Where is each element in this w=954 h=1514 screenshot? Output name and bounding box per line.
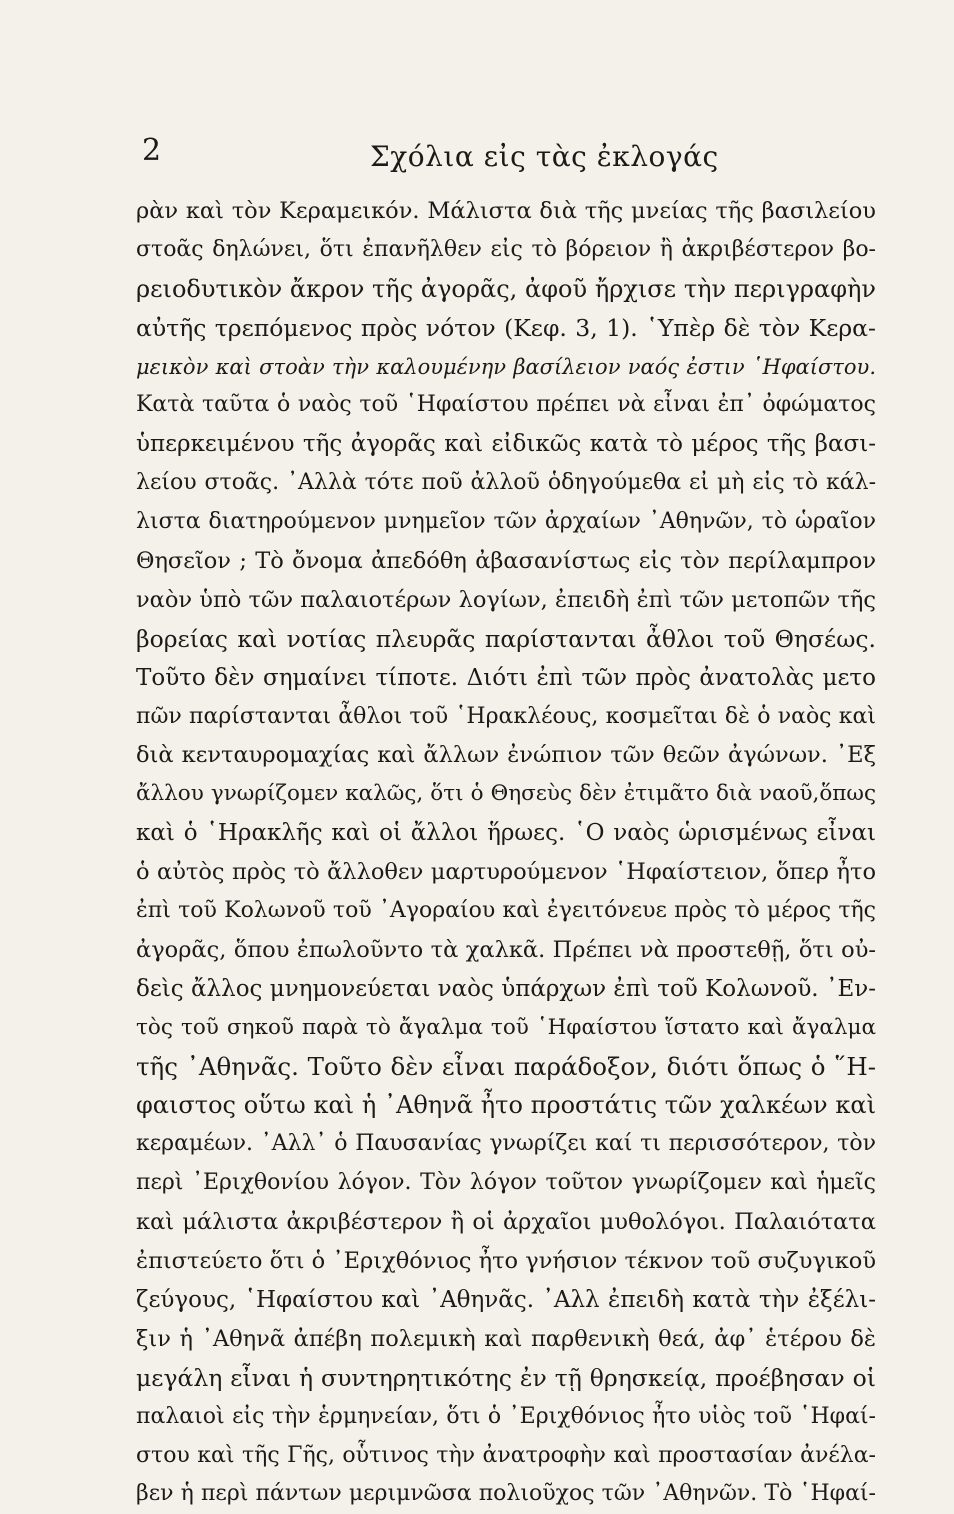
- text-line: ναὸν ὑπὸ τῶν παλαιοτέρων λογίων, ἐπειδὴ ἐπὶ τῶν μετοπῶν τῆς: [136, 586, 876, 613]
- text-line: ρὰν καὶ τὸν Κεραμεικόν. Μάλιστα διὰ τῆς μνείας τῆς βασιλείου: [136, 198, 876, 224]
- page-header: [0, 128, 954, 176]
- text-line: ὁ αὐτὸς πρὸς τὸ ἄλλοθεν μαρτυρούμενον ῾Ηφαίστειον, ὅπερ ἦτο: [136, 859, 876, 886]
- text-line: Θησεῖον ; Τὸ ὄνομα ἀπεδόθη ἀβασανίστως εἰς τὸν περίλαμπρον: [136, 548, 876, 575]
- text-line: ἐπιστεύετο ὅτι ὁ ᾿Εριχθόνιος ἦτο γνήσιον τέκνον τοῦ συζυγικοῦ: [136, 1248, 876, 1275]
- text-line: καὶ ὁ ῾Ηρακλῆς καὶ οἱ ἄλλοι ἥρωες. ῾Ο ναὸς ὡρισμένως εἶναι: [136, 820, 876, 847]
- body-text: [136, 192, 876, 1514]
- text-line: καὶ μάλιστα ἀκριβέστερον ἢ οἱ ἀρχαῖοι μυθολόγοι. Παλαιότατα: [136, 1209, 876, 1236]
- text-line: στοᾶς δηλώνει, ὅτι ἐπανῆλθεν εἰς τὸ βόρειον ἢ ἀκριβέστερον βο-: [136, 236, 876, 262]
- text-line-quotation: μεικὸν καὶ στοὰν τὴν καλουμένην βασίλειον ναός ἐστιν ῾Ηφαίστου.: [136, 354, 876, 379]
- text-line: αὐτῆς τρεπόμενος πρὸς νότον (Κεφ. 3, 1). ῾Υπὲρ δὲ τὸν Κερα-: [136, 313, 876, 342]
- text-line: ἀγορᾶς, ὅπου ἐπωλοῦντο τὰ χαλκᾶ. Πρέπει νὰ προστεθῇ, ὅτι οὐ-: [136, 936, 876, 963]
- text-line: περὶ ᾿Εριχθονίου λόγον. Τὸν λόγον τοῦτον γνωρίζομεν καὶ ἡμεῖς: [136, 1170, 876, 1196]
- text-line: λιστα διατηρούμενον μνημεῖον τῶν ἀρχαίων ᾿Αθηνῶν, τὸ ὡραῖον: [136, 509, 876, 535]
- text-line: παλαιοὶ εἰς τὴν ἑρμηνείαν, ὅτι ὁ ᾿Εριχθόνιος ἦτο υἱὸς τοῦ ῾Ηφαί-: [136, 1403, 876, 1429]
- text-line: μεγάλη εἶναι ἡ συντηρητικότης ἐν τῇ θρησκείᾳ, προέβησαν οἱ: [136, 1363, 876, 1392]
- text-line: τῆς ᾿Αθηνᾶς. Τοῦτο δὲν εἶναι παράδοξον, διότι ὅπως ὁ ῞Η-: [136, 1051, 876, 1081]
- text-line: κεραμέων. ᾿Αλλ᾿ ὁ Παυσανίας γνωρίζει καί τι περισσότερον, τὸν: [136, 1131, 876, 1157]
- text-line: φαιστος οὕτω καὶ ἡ ᾿Αθηνᾶ ἦτο προστάτις τῶν χαλκέων καὶ: [136, 1091, 876, 1120]
- text-line: ζεύγους, ῾Ηφαίστου καὶ ᾿Αθηνᾶς. ᾿Αλλ ἐπειδὴ κατὰ τὴν ἐξέλι-: [136, 1286, 876, 1313]
- text-line: ἄλλου γνωρίζομεν καλῶς, ὅτι ὁ Θησεὺς δὲν ἐτιμᾶτο διὰ ναοῦ,ὅπως: [136, 781, 876, 807]
- text-line: βεν ἡ περὶ πάντων μεριμνῶσα πολιοῦχος τῶν ᾿Αθηνῶν. Τὸ ῾Ηφαί-: [136, 1481, 876, 1507]
- text-line: ρειοδυτικὸν ἄκρον τῆς ἀγορᾶς, ἀφοῦ ἤρχισε τὴν περιγραφὴν: [136, 274, 876, 303]
- text-line: ὑπερκειμένου τῆς ἀγορᾶς καὶ εἰδικῶς κατὰ τὸ μέρος τῆς βασι-: [136, 431, 876, 458]
- text-line: στου καὶ τῆς Γῆς, οὗτινος τὴν ἀνατροφὴν καὶ προστασίαν ἀνέλα-: [136, 1442, 876, 1468]
- text-line: λείου στοᾶς. ᾿Αλλὰ τότε ποῦ ἀλλοῦ ὁδηγούμεθα εἰ μὴ εἰς τὸ κάλ-: [136, 470, 876, 496]
- text-line: δεὶς ἄλλος μνημονεύεται ναὸς ὑπάρχων ἐπὶ τοῦ Κολωνοῦ. ᾿Εν-: [136, 975, 876, 1002]
- text-line: Κατὰ ταῦτα ὁ ναὸς τοῦ ῾Ηφαίστου πρέπει νὰ εἶναι ἐπ᾿ ὀφώματος: [136, 392, 876, 418]
- text-line: ξιν ἡ ᾿Αθηνᾶ ἀπέβη πολεμικὴ καὶ παρθενικὴ θεά, ἀφ᾿ ἑτέρου δὲ: [136, 1325, 876, 1352]
- text-line: τὸς τοῦ σηκοῦ παρὰ τὸ ἄγαλμα τοῦ ῾Ηφαίστου ἵστατο καὶ ἄγαλμα: [136, 1014, 876, 1040]
- running-title: Σχόλια εἰς τὰς ἐκλογάς: [370, 140, 719, 173]
- text-line: πῶν παρίστανται ἆθλοι τοῦ ῾Ηρακλέους, κοσμεῖται δὲ ὁ ναὸς καὶ: [136, 703, 876, 729]
- page-number: 2: [142, 133, 162, 168]
- text-line: ἐπὶ τοῦ Κολωνοῦ τοῦ ᾿Αγοραίου καὶ ἐγειτόνευε πρὸς τὸ μέρος τῆς: [136, 898, 876, 924]
- text-line: Τοῦτο δὲν σημαίνει τίποτε. Διότι ἐπὶ τῶν πρὸς ἀνατολὰς μετο: [136, 664, 876, 691]
- text-line: διὰ κενταυρομαχίας καὶ ἄλλων ἐνώπιον τῶν θεῶν ἀγώνων. ᾿Εξ: [136, 742, 876, 769]
- text-line: βορείας καὶ νοτίας πλευρᾶς παρίστανται ἆθλοι τοῦ Θησέως.: [136, 624, 876, 653]
